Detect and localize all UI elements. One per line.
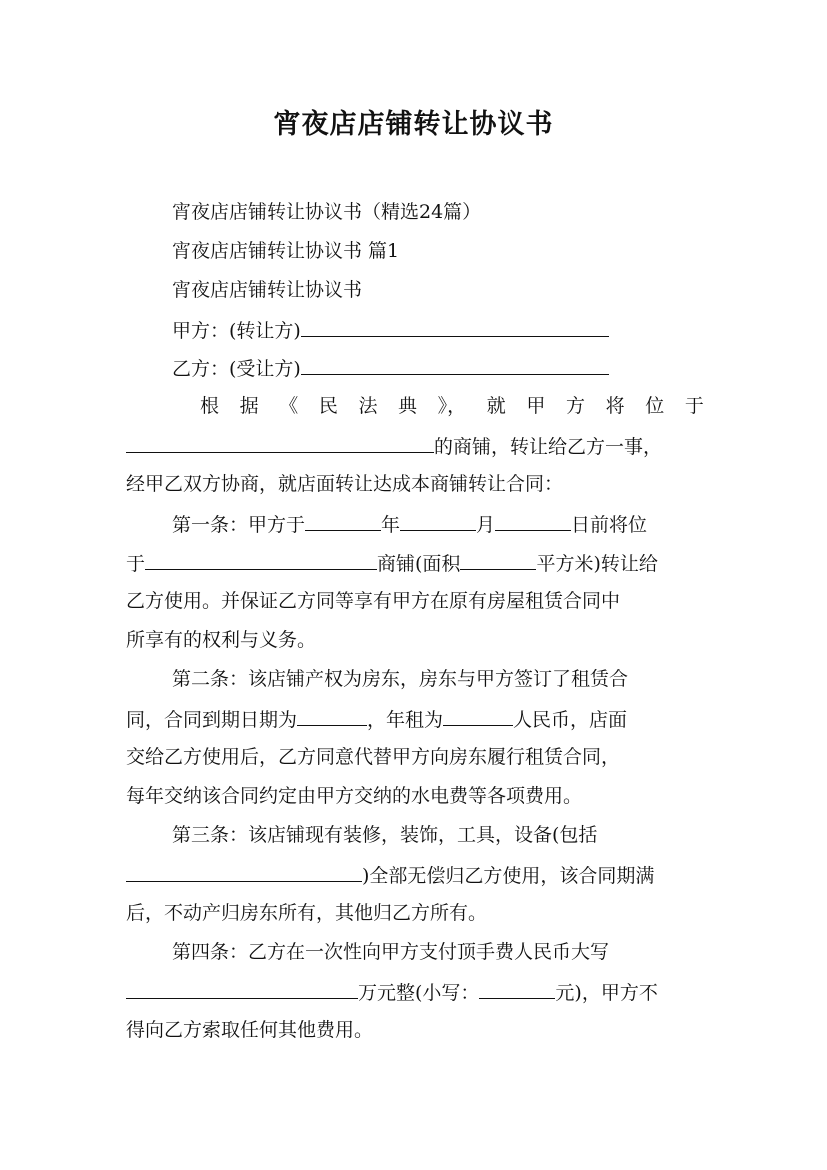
intro-line-1 <box>172 394 704 418</box>
clause2-line-3: 交给乙方使用后，乙方同意代替甲方向房东履行租赁合同， <box>126 746 621 768</box>
clause2-line-4: 每年交纳该合同约定由甲方交纳的水电费等各项费用。 <box>126 785 583 807</box>
agreement-name-line: 宵夜店店铺转让协议书 <box>172 279 363 301</box>
party-a-label: 甲方：(转让方) <box>172 320 301 342</box>
clause1-text: 第一条：甲方于 <box>172 514 306 536</box>
intro-char: 甲 <box>526 395 546 417</box>
intro-char: 法 <box>358 395 378 417</box>
party-b-label: 乙方：(受让方) <box>172 358 301 380</box>
intro-char: 民 <box>318 395 338 417</box>
intro-line-2-text: 的商铺，转让给乙方一事， <box>434 436 663 458</box>
clause3-line-1: 第三条：该店铺现有装修，装饰，工具，设备(包括 <box>172 824 598 846</box>
clause2-line-1: 第二条：该店铺产权为房东，房东与甲方签订了租赁合 <box>172 668 629 690</box>
clause2-text: 人民币，店面 <box>513 709 628 731</box>
party-a-line <box>172 317 609 343</box>
year-blank <box>305 511 381 531</box>
intro-char: 据 <box>239 395 259 417</box>
intro-line-2 <box>126 433 662 459</box>
section-heading-line: 宵夜店店铺转让协议书 篇1 <box>172 240 400 262</box>
intro-char: 》， <box>437 395 467 417</box>
intro-char: 将 <box>605 395 625 417</box>
day-blank <box>495 511 571 531</box>
intro-char: 方 <box>565 395 585 417</box>
subtitle-line: 宵夜店店铺转让协议书（精选24篇） <box>172 201 482 223</box>
clause1-line-1 <box>172 511 647 537</box>
clause1-text: 日前将位 <box>571 514 648 536</box>
intro-char: 位 <box>645 395 665 417</box>
clause1-text: 于 <box>126 553 146 575</box>
equipment-blank <box>126 862 362 882</box>
month-blank <box>400 511 476 531</box>
clause3-line-2 <box>126 862 654 888</box>
clause4-line-1: 第四条：乙方在一次性向甲方支付顶手费人民币大写 <box>172 941 610 963</box>
clause4-text: 元)，甲方不 <box>555 982 658 1004</box>
party-a-blank <box>301 317 609 337</box>
clause4-line-3: 得向乙方索取任何其他费用。 <box>126 1019 374 1041</box>
clause1-line-2 <box>126 550 658 576</box>
clause1-line-4: 所享有的权利与义务。 <box>126 629 317 651</box>
amount-figures-blank <box>479 979 555 999</box>
document-title: 宵夜店店铺转让协议书 <box>273 109 554 140</box>
intro-char: 根 <box>200 395 220 417</box>
clause2-line-2 <box>126 706 627 732</box>
clause1-line-3: 乙方使用。并保证乙方同等享有甲方在原有房屋租赁合同中 <box>126 590 621 612</box>
shop-location-blank <box>126 433 434 453</box>
clause3-text: )全部无偿归乙方使用，该合同期满 <box>362 865 655 887</box>
clause4-line-2 <box>126 979 658 1005</box>
intro-char: 《 <box>279 395 299 417</box>
area-blank <box>460 550 536 570</box>
clause1-text: 商铺(面积 <box>377 553 461 575</box>
intro-char: 就 <box>486 395 506 417</box>
clause1-text: 平方米)转让给 <box>536 553 658 575</box>
intro-char: 典 <box>398 395 418 417</box>
clause1-text: 年 <box>381 514 401 536</box>
clause2-text: ，年租为 <box>367 709 444 731</box>
intro-line-3: 经甲乙双方协商，就店面转让达成本商铺转让合同： <box>126 473 564 495</box>
shop-address-blank <box>145 550 377 570</box>
clause1-text: 月 <box>476 514 496 536</box>
clause4-text: 万元整(小写： <box>358 982 480 1004</box>
party-b-line <box>172 355 609 381</box>
intro-char: 于 <box>684 395 704 417</box>
party-b-blank <box>301 355 609 375</box>
expiry-date-blank <box>297 706 367 726</box>
amount-words-blank <box>126 979 358 999</box>
clause3-line-3: 后，不动产归房东所有，其他归乙方所有。 <box>126 902 488 924</box>
clause2-text: 同，合同到期日期为 <box>126 709 298 731</box>
annual-rent-blank <box>443 706 513 726</box>
